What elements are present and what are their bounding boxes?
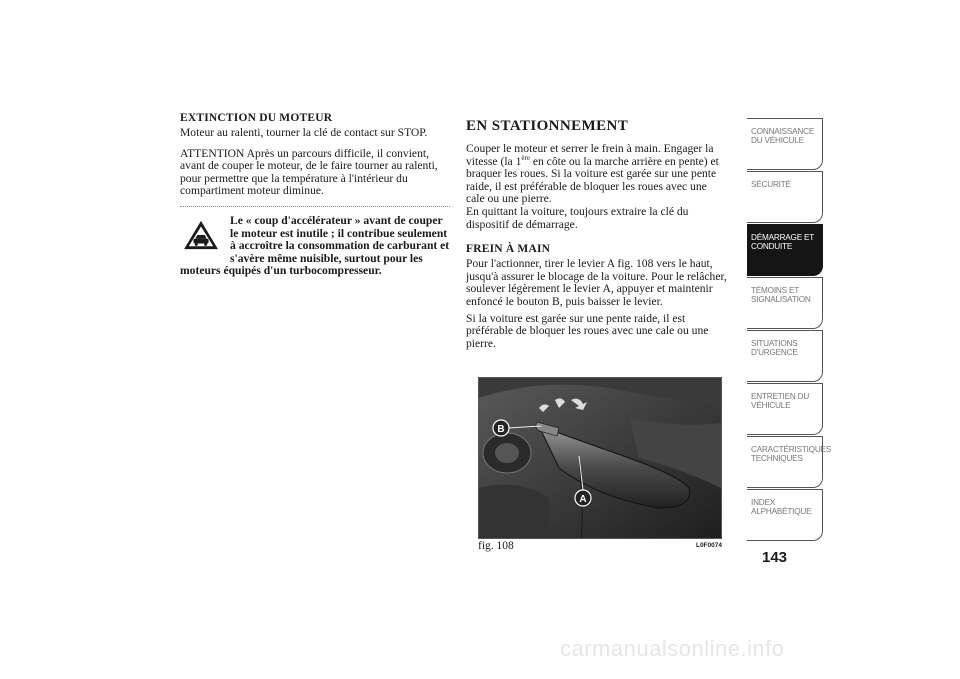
handbrake-illustration [479,378,721,538]
engine-stop-heading: EXTINCTION DU MOTEUR [180,112,333,124]
tab-securite[interactable]: SÉCURITÉ [747,171,823,223]
attention-text: ATTENTION Après un parcours difficile, il convient, avant de couper le moteur, de le faire tourner au ralenti, pour permettre que la température à l'intérieur du compartiment moteur diminue. [180,146,438,198]
handbrake-heading: FREIN À MAIN [466,243,551,256]
watermark: carmanualsonline.info [560,636,785,661]
figure-number: fig. 108 [478,540,514,552]
tab-entretien[interactable]: ENTRETIEN DU VÉHICULE [747,383,823,435]
tab-demarrage[interactable]: DÉMARRAGE ET CONDUITE [747,224,823,276]
tab-temoins[interactable]: TÉMOINS ET SIGNALISATION [747,277,823,329]
warning-triangle-icon [182,219,220,251]
warning-box [180,215,450,278]
tab-urgence[interactable]: SITUATIONS D'URGENCE [747,330,823,382]
warning-divider [180,206,450,207]
chapter-tabs [747,118,832,542]
page-number: 143 [762,549,788,566]
callout-a-label: A [579,494,587,505]
callout-b-label: B [497,424,505,435]
handbrake-text: Pour l'actionner, tirer le levier A fig. 108 vers le haut, jusqu'à assurer le blocage de la voiture. Pour le relâcher, soulever légèrement le levier A, appuyer et maintenir enfoncé le bouton B, puis baisser le levier. [466,257,727,308]
handbrake-figure [478,377,722,539]
figure-caption [478,540,722,554]
warning-text: Le « coup d'accélérateur » avant de couper le moteur est inutile ; il contribue seulement à accroître la consommation de carburant et s'avère même nuisible, surtout pour les moteurs équipés d'un turbocompresseur. [180,213,450,278]
figure-code: L0F0074 [695,542,722,549]
tab-caracteristiques[interactable]: CARACTÉRISTIQUES TECHNIQUES [747,436,823,488]
left-column [180,112,450,278]
tab-connaissance[interactable]: CONNAISSANCE DU VÉHICULE [747,118,823,170]
parking-heading: EN STATIONNEMENT [466,118,629,134]
engine-stop-text: Moteur au ralenti, tourner la clé de contact sur STOP. [180,126,428,139]
handbrake-slope-text: Si la voiture est garée sur une pente raide, il est préférable de bloquer les roues avec une cale ou une pierre. [466,311,709,350]
right-column [466,118,728,358]
parking-text: Couper le moteur et serrer le frein à main. Engager la vitesse (la 1ère en côte ou la marche arrière en pente) et braquer les roues. Si la voiture est garée sur une pente raide, il est préférable de bloquer les roues avec une cale ou une pierre. En quittant la voiture, toujours extraire la clé du dispositif de démarrage. [466,142,719,231]
tab-index[interactable]: INDEX ALPHABÉTIQUE [747,489,823,541]
